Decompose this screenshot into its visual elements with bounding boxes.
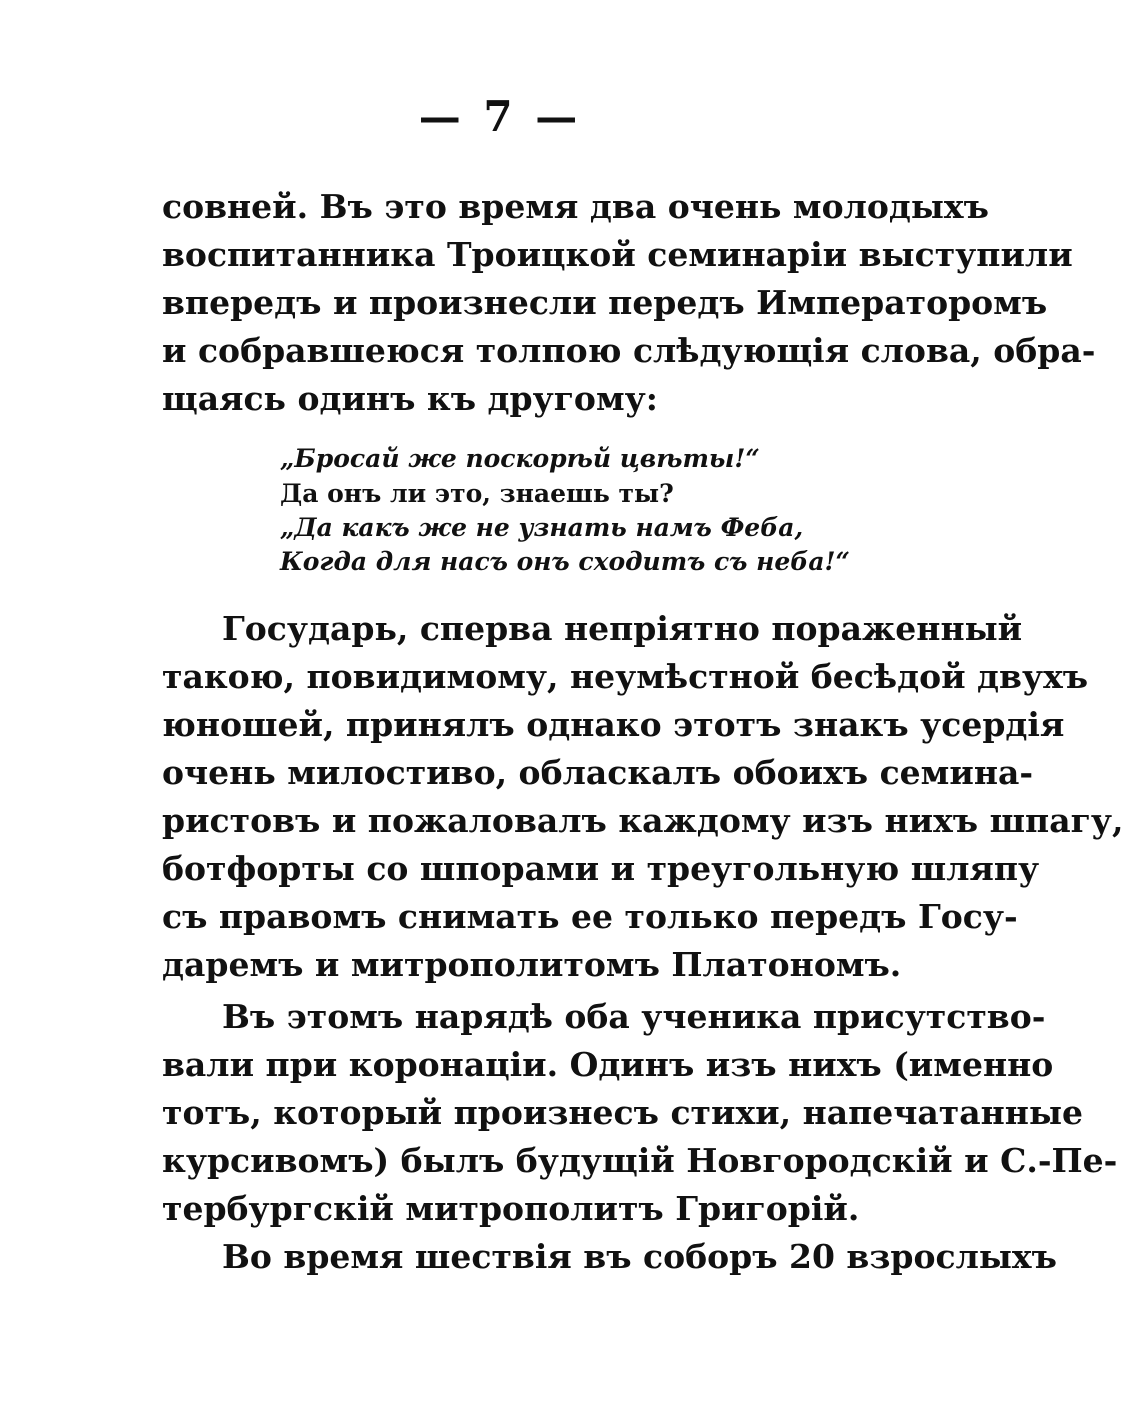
verse-line: „Да какъ же не узнать намъ Феба, xyxy=(280,513,804,542)
text-line: юношей, принялъ однако этотъ знакъ усердія xyxy=(162,705,1065,744)
verse-line: Когда для насъ онъ сходитъ съ неба!“ xyxy=(280,547,850,576)
text-line: очень милостиво, обласкалъ обоихъ семина- xyxy=(162,753,1034,792)
text-line: такою, повидимому, неумѣстной бесѣдой двухъ xyxy=(162,657,1089,696)
text-line: ристовъ и пожаловалъ каждому изъ нихъ шпагу, xyxy=(162,801,1123,840)
page-number: — 7 — xyxy=(418,92,582,141)
text-line: вали при коронаціи. Одинъ изъ нихъ (именно xyxy=(162,1045,1054,1084)
text-line: Во время шествія въ соборъ 20 взрослыхъ xyxy=(222,1237,1057,1276)
text-line: ботфорты со шпорами и треугольную шляпу xyxy=(162,849,1040,888)
verse-line: „Бросай же поскорѣй цвѣты!“ xyxy=(280,444,760,473)
text-line: впередъ и произнесли передъ Императоромъ xyxy=(162,283,1048,322)
text-line: курсивомъ) былъ будущій Новгородскій и С.-Пе- xyxy=(162,1141,1118,1180)
text-line: Въ этомъ нарядѣ оба ученика присутство- xyxy=(222,997,1046,1036)
text-line: щаясь одинъ къ другому: xyxy=(162,379,658,418)
text-line: тербургскій митрополитъ Григорій. xyxy=(162,1189,860,1228)
text-line: Государь, сперва непріятно пораженный xyxy=(222,609,1023,648)
text-line: съ правомъ снимать ее только передъ Госу- xyxy=(162,897,1018,936)
text-line: воспитанника Троицкой семинаріи выступили xyxy=(162,235,1073,274)
text-line: даремъ и митрополитомъ Платономъ. xyxy=(162,945,902,984)
text-line: совней. Въ это время два очень молодыхъ xyxy=(162,187,989,226)
verse-line: Да онъ ли это, знаешь ты? xyxy=(280,479,674,508)
text-line: тотъ, который произнесъ стихи, напечатанные xyxy=(162,1093,1084,1132)
text-line: и собравшеюся толпою слѣдующія слова, обра- xyxy=(162,331,1096,370)
